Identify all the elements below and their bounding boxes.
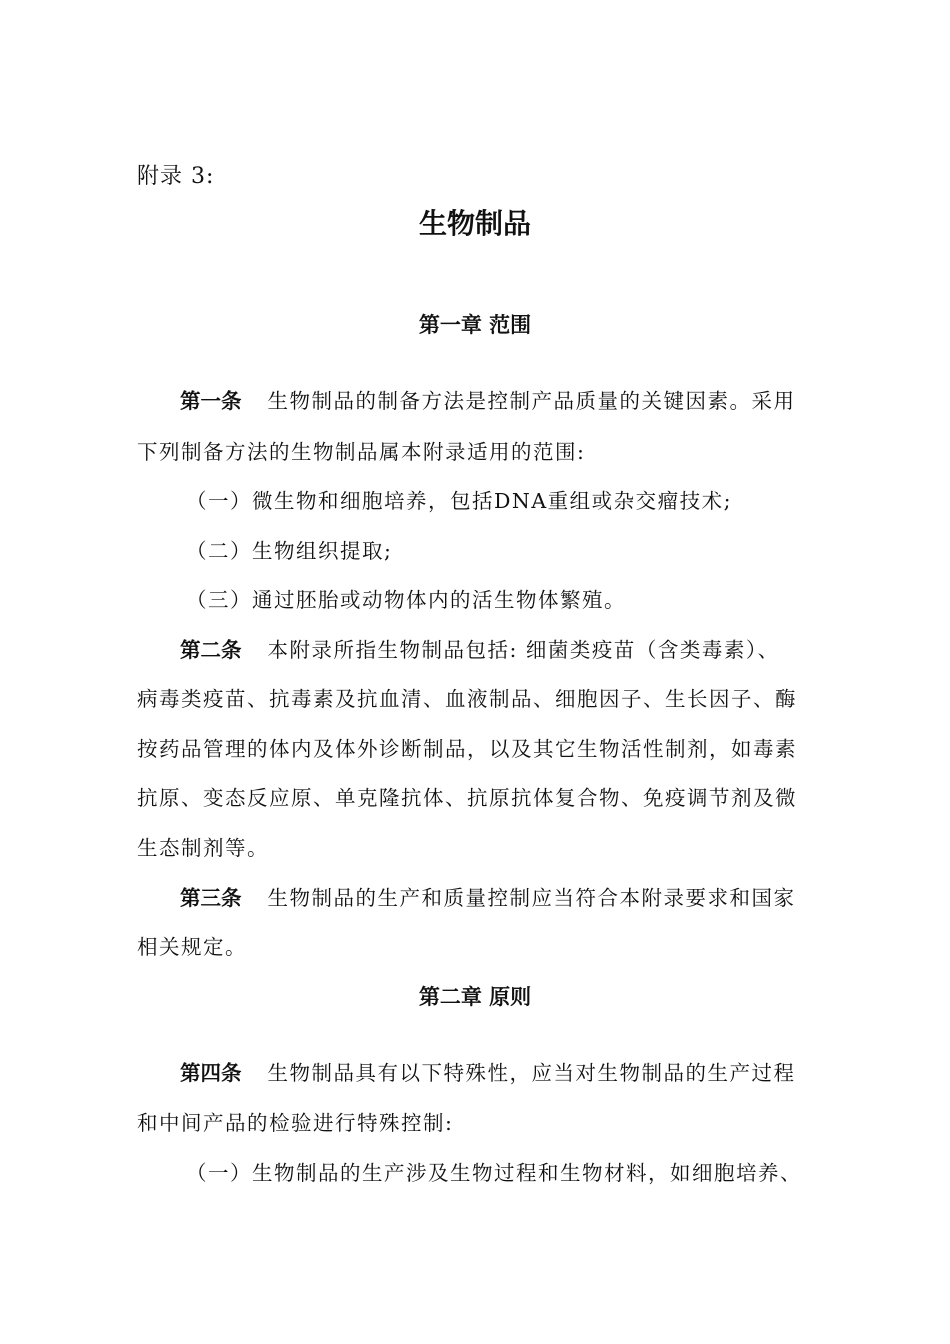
article-1-line-2: 下列制备方法的生物制品属本附录适用的范围: [137,440,586,464]
article-1-item-1: （一）微生物和细胞培养，包括DNA重组或杂交瘤技术; [186,489,733,513]
article-3-label: 第三条 [180,886,242,910]
article-1-label: 第一条 [180,389,242,413]
article-2-line-1 [180,635,780,665]
article-4-item-1: （一）生物制品的生产涉及生物过程和生物材料，如细胞培养、 [186,1161,802,1185]
chapter-2-heading: 第二章 原则 [418,985,532,1009]
article-2-line-3: 按药品管理的体内及体外诊断制品，以及其它生物活性制剂，如毒素 [137,737,797,761]
article-4-text-1: 生物制品具有以下特殊性，应当对生物制品的生产过程 [267,1061,796,1085]
article-1-item-2: （二）生物组织提取; [186,539,393,563]
article-4-line-1 [180,1058,796,1088]
article-1-text-1: 生物制品的制备方法是控制产品质量的关键因素。采用 [267,389,796,413]
article-3-line-1 [180,883,796,913]
article-2-label: 第二条 [180,638,242,662]
article-3-text-1: 生物制品的生产和质量控制应当符合本附录要求和国家 [267,886,796,910]
article-2-line-2: 病毒类疫苗、抗毒素及抗血清、血液制品、细胞因子、生长因子、酶 [137,687,797,711]
article-3-line-2: 相关规定。 [137,935,247,959]
article-4-label: 第四条 [180,1061,242,1085]
article-1-item-3: （三）通过胚胎或动物体内的活生物体繁殖。 [186,588,626,612]
article-4-line-2: 和中间产品的检验进行特殊控制: [137,1111,454,1135]
chapter-1-heading: 第一章 范围 [418,313,532,337]
appendix-label: 附录 3: [137,164,215,189]
article-1-line-1 [180,386,796,416]
article-2-line-4: 抗原、变态反应原、单克隆抗体、抗原抗体复合物、免疫调节剂及微 [137,786,797,810]
document-title: 生物制品 [418,207,531,240]
article-2-line-5: 生态制剂等。 [137,836,269,860]
article-2-text-1: 本附录所指生物制品包括: 细菌类疫苗（含类毒素）、 [267,638,780,662]
